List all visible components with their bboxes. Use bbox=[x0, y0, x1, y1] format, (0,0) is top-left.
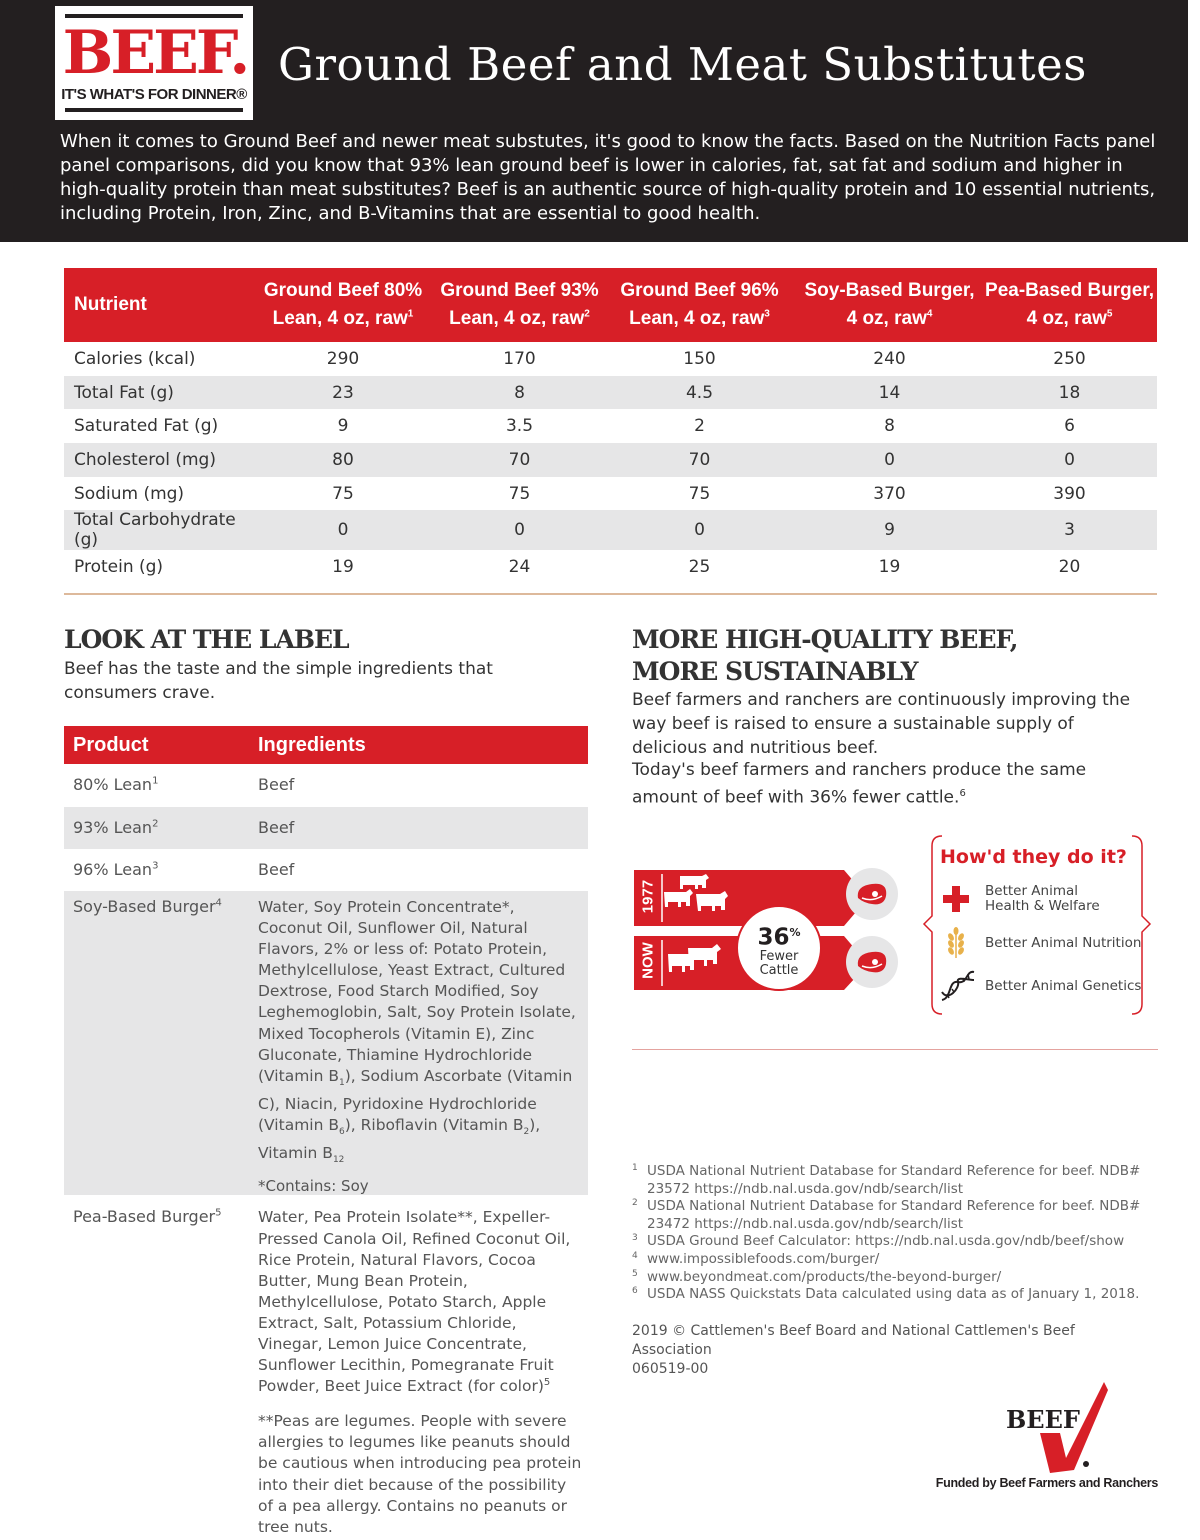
copyright-line: 2019 © Cattlemen's Beef Board and National Cattlemen's Beef Association bbox=[632, 1323, 1075, 1358]
label-section-desc: Beef has the taste and the simple ingredients that consumers crave. bbox=[64, 659, 493, 703]
copyright bbox=[632, 1322, 1152, 1379]
header-col-5: Pea-Based Burger, 4 oz, raw$^5$ bbox=[982, 268, 1157, 342]
how-item-2: Better Animal Nutrition bbox=[985, 935, 1142, 951]
checkoff-logo-word: BEEF bbox=[1006, 1405, 1080, 1434]
header-ingredients: Ingredients bbox=[249, 726, 588, 764]
document-code: 060519-00 bbox=[632, 1361, 709, 1377]
nutrient-value: 170 bbox=[503, 348, 536, 369]
nutrient-name: Total Fat (g) bbox=[64, 376, 249, 410]
nutrient-value: 80 bbox=[249, 443, 437, 477]
table-row bbox=[64, 1195, 588, 1537]
nutrient-value: 9 bbox=[337, 416, 349, 437]
infographic-divider bbox=[632, 1049, 1158, 1050]
product-ingredients bbox=[249, 891, 588, 1195]
ingredients-text: Water, Pea Protein Isolate**, Expeller-Pressed Canola Oil, Refined Coconut Oil, Rice Protein, Natural Flavors, Cocoa Butter, Mung Bean Protein, Methylcellulose, Potato Starch, Apple Extract, Salt, Potassium Chloride, Vinegar, Lemon Juice Concentrate, Sunflower Lecithin, Pomegranate Fruit Powder, Beet Juice Extract (for color)$^5$ bbox=[258, 1208, 571, 1396]
header-col-2: Ground Beef 93% Lean, 4 oz, raw$^2$ bbox=[437, 268, 602, 342]
nutrient-value: 25 bbox=[688, 557, 711, 578]
sustain-p1: Beef farmers and ranchers are continuously improving the way beef is raised to ensure a sustainable supply of delicious and nutritious beef. bbox=[632, 690, 1131, 758]
year-now: NOW bbox=[639, 942, 657, 979]
product-ingredients: Beef bbox=[249, 807, 588, 849]
how-title: How'd they do it? bbox=[940, 846, 1127, 868]
dna-icon bbox=[938, 968, 978, 1004]
nutrient-value: 370 bbox=[873, 483, 906, 504]
nutrient-value: 8 bbox=[884, 416, 895, 437]
nutrient-value: 150 bbox=[683, 348, 716, 369]
fewer-line2: Cattle bbox=[759, 962, 799, 978]
nutrition-table bbox=[64, 268, 1157, 584]
health-cross-icon bbox=[941, 884, 971, 914]
section-divider bbox=[64, 593, 1157, 595]
nutrient-value: 3 bbox=[982, 510, 1157, 550]
header-banner bbox=[0, 0, 1188, 242]
percent-value: 36 bbox=[757, 924, 790, 951]
meat-circle-1977 bbox=[846, 868, 898, 920]
table-row bbox=[64, 807, 588, 849]
sustain-p2: Today's beef farmers and ranchers produce the same amount of beef with 36% fewer cattle.$^6$ bbox=[632, 760, 1087, 808]
product-name: Soy-Based Burger$^4$ bbox=[64, 891, 249, 1195]
nutrient-value: 4.5 bbox=[602, 376, 797, 410]
nutrient-value: 75 bbox=[332, 483, 354, 504]
ingredients-header-row bbox=[64, 726, 588, 764]
nutrient-value: 75 bbox=[688, 483, 711, 504]
steak-icon bbox=[846, 936, 898, 988]
nutrient-value: 70 bbox=[437, 443, 602, 477]
meat-circle-now bbox=[846, 936, 898, 988]
nutrient-value: 20 bbox=[1058, 557, 1081, 578]
nutrient-value: 14 bbox=[797, 376, 982, 410]
footnote: 1 USDA National Nutrient Database for Standard Reference for beef. NDB# 23572 https://ndb.nal.usda.gov/ndb/search/list bbox=[632, 1163, 1141, 1197]
nutrient-value: 250 bbox=[1053, 348, 1086, 369]
nutrition-row bbox=[64, 443, 1157, 477]
footnotes bbox=[632, 1163, 1152, 1304]
header-nutrient: Nutrient bbox=[64, 268, 249, 342]
nutrient-value: 2 bbox=[694, 416, 705, 437]
product-ingredients bbox=[249, 1195, 588, 1537]
beef-logo bbox=[55, 6, 253, 120]
nutrition-header-row bbox=[64, 268, 1157, 342]
table-row bbox=[64, 764, 588, 807]
steak-icon bbox=[846, 868, 898, 920]
header-col-3: Ground Beef 96% Lean, 4 oz, raw$^3$ bbox=[602, 268, 797, 342]
nutrient-value: 3.5 bbox=[505, 416, 534, 437]
nutrient-value: 75 bbox=[508, 483, 531, 504]
ingredients-table bbox=[64, 726, 588, 1538]
ingredients-text: Water, Soy Protein Concentrate*, Coconut Oil, Sunflower Oil, Natural Flavors, 2% or less of: Potato Protein, Methylcellulose, Yeast Extract, Cultured Dextrose, Food Starch Modified, Soy Leghemoglobin, Salt, Soy Protein Isolate, Mixed Tocopherols (Vitamin E), Zinc Gluconate, Thiamine Hydrochloride (Vitamin $B_1$), Sodium Ascorbate (Vitamin C), Niacin, Pyridoxine Hydrochloride (Vitamin $B_6$), Riboflavin (Vitamin $B_2$), Vitamin $B_{12}$ bbox=[258, 898, 576, 1166]
how-item-3: Better Animal Genetics bbox=[985, 978, 1142, 994]
nutrient-value: 24 bbox=[508, 557, 531, 578]
product-name: 93% Lean$^2$ bbox=[64, 807, 249, 849]
footnote: 6 USDA NASS Quickstats Data calculated using data as of January 1, 2018. bbox=[632, 1286, 1140, 1303]
year-1977: 1977 bbox=[639, 879, 657, 914]
how-item-1: Better Animal Health & Welfare bbox=[985, 883, 1100, 914]
product-ingredients: Beef bbox=[258, 775, 295, 794]
nutrient-name: Total Carbohydrate (g) bbox=[64, 510, 249, 550]
nutrient-value: 290 bbox=[326, 348, 360, 369]
nutrient-value: 0 bbox=[602, 510, 797, 550]
header-product: Product bbox=[64, 726, 249, 764]
product-name: 80% Lean$^1$ bbox=[73, 775, 159, 794]
nutrient-name: Sodium (mg) bbox=[74, 483, 185, 504]
nutrient-value: 23 bbox=[249, 376, 437, 410]
nutrient-value: 6 bbox=[1064, 416, 1075, 437]
label-section-title: LOOK AT THE LABEL bbox=[64, 625, 349, 654]
nutrient-value: 9 bbox=[797, 510, 982, 550]
logo-word: BEEF. bbox=[62, 18, 248, 88]
funded-by-text: Funded by Beef Farmers and Ranchers bbox=[935, 1476, 1158, 1490]
nutrition-row bbox=[64, 550, 1157, 584]
page-title: Ground Beef and Meat Substitutes bbox=[278, 38, 1087, 91]
nutrient-value: 19 bbox=[332, 557, 354, 578]
nutrient-name: Cholesterol (mg) bbox=[64, 443, 249, 477]
header-col-4: Soy-Based Burger, 4 oz, raw$^4$ bbox=[797, 268, 982, 342]
nutrient-value: 0 bbox=[249, 510, 437, 550]
footnote: 4 www.impossiblefoods.com/burger/ bbox=[632, 1250, 880, 1267]
nutrient-value: 0 bbox=[982, 443, 1157, 477]
logo-tagline: IT'S WHAT'S FOR DINNER® bbox=[61, 86, 247, 103]
footnote: 5 www.beyondmeat.com/products/the-beyond-burger/ bbox=[632, 1268, 1002, 1285]
fewer-cattle-badge bbox=[736, 905, 822, 991]
cattle-1977-icon bbox=[662, 874, 740, 920]
nutrient-value: 0 bbox=[797, 443, 982, 477]
nutrition-row bbox=[64, 376, 1157, 410]
product-name: 96% Lean$^3$ bbox=[73, 860, 159, 879]
nutrient-name: Saturated Fat (g) bbox=[74, 416, 219, 437]
nutrient-value: 19 bbox=[878, 557, 901, 578]
nutrition-row bbox=[64, 477, 1157, 511]
intro-text: When it comes to Ground Beef and newer meat substutes, it's good to know the facts. Based on the Nutrition Facts panel panel comparisons, did you know that 93% lean ground beef is lower in calories, fat, sat fat and sodium and higher in high-quality protein than meat substitutes? Beef is an authentic source of high-quality protein and 10 essential nutrients, including Protein, Iron, Zinc, and B-Vitamins that are essential to good health. bbox=[60, 131, 1156, 224]
table-row bbox=[64, 849, 588, 891]
footnote: 3 USDA Ground Beef Calculator: https://ndb.nal.usda.gov/ndb/beef/show bbox=[632, 1233, 1125, 1250]
percent-sign: % bbox=[789, 926, 801, 939]
nutrient-value: 8 bbox=[437, 376, 602, 410]
nutrition-row bbox=[64, 342, 1157, 376]
soy-note: *Contains: Soy bbox=[258, 1177, 369, 1196]
cattle-now-icon bbox=[664, 940, 726, 984]
nutrition-row bbox=[64, 409, 1157, 443]
nutrient-value: 0 bbox=[437, 510, 602, 550]
nutrient-value: 70 bbox=[602, 443, 797, 477]
fewer-line1: Fewer bbox=[759, 948, 799, 964]
beef-checkoff-logo bbox=[1000, 1378, 1110, 1478]
logo-rule-bottom bbox=[65, 108, 243, 112]
header-col-1: Ground Beef 80% Lean, 4 oz, raw$^1$ bbox=[249, 268, 437, 342]
product-ingredients: Beef bbox=[258, 860, 295, 879]
pea-note: **Peas are legumes. People with severe allergies to legumes like peanuts should be cautious when introducing pea protein into their diet because of the possibility of a pea allergy. Contains no peanuts or tree nuts. bbox=[258, 1412, 582, 1536]
nutrition-row bbox=[64, 510, 1157, 550]
table-row bbox=[64, 891, 588, 1195]
nutrient-value: 390 bbox=[1053, 483, 1086, 504]
nutrient-name: Calories (kcal) bbox=[74, 348, 196, 369]
nutrient-name: Protein (g) bbox=[74, 557, 164, 578]
nutrient-value: 18 bbox=[982, 376, 1157, 410]
footnote: 2 USDA National Nutrient Database for Standard Reference for beef. NDB# 23472 https://ndb.nal.usda.gov/ndb/search/list bbox=[632, 1198, 1141, 1232]
sustain-section-title: MORE HIGH-QUALITY BEEF, MORE SUSTAINABLY bbox=[632, 625, 1018, 686]
nutrient-value: 240 bbox=[873, 348, 906, 369]
wheat-icon bbox=[941, 926, 971, 960]
product-name: Pea-Based Burger$^5$ bbox=[73, 1207, 222, 1227]
